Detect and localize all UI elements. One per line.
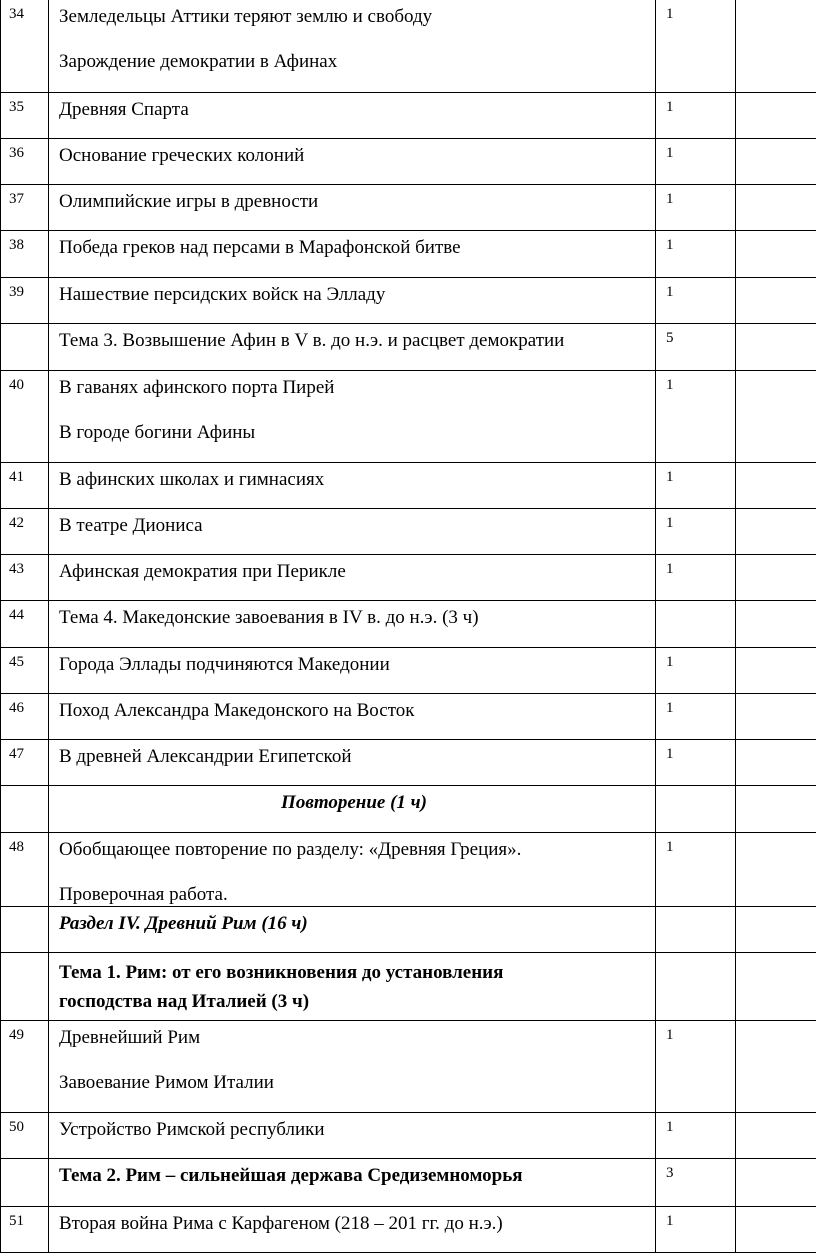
hours-count: 1	[656, 0, 736, 92]
topic-line: Обобщающее повторение по разделу: «Древняя Греция».	[59, 838, 649, 861]
lesson-number	[1, 323, 49, 370]
table-row	[1, 0, 816, 92]
lesson-number: 48	[1, 832, 49, 906]
topic-line: В древней Александрии Египетской	[59, 745, 649, 768]
topic-line: Олимпийские игры в древности	[59, 190, 649, 213]
topic-line: Поход Александра Македонского на Восток	[59, 699, 649, 722]
date-cell	[736, 508, 816, 554]
table-row	[1, 906, 816, 952]
lesson-number: 49	[1, 1020, 49, 1112]
topic-line: Основание греческих колоний	[59, 144, 649, 167]
table-row	[1, 370, 816, 462]
date-cell	[736, 277, 816, 323]
lesson-topic	[49, 323, 656, 370]
lesson-number: 50	[1, 1112, 49, 1158]
lesson-topic	[49, 1158, 656, 1206]
lesson-topic	[49, 92, 656, 138]
lesson-topic	[49, 647, 656, 693]
lesson-topic	[49, 230, 656, 277]
date-cell	[736, 1112, 816, 1158]
date-cell	[736, 600, 816, 647]
table-row	[1, 1112, 816, 1158]
hours-count: 3	[656, 1158, 736, 1206]
hours-count: 1	[656, 230, 736, 277]
table-row	[1, 323, 816, 370]
date-cell	[736, 647, 816, 693]
hours-count: 1	[656, 462, 736, 508]
lesson-topic	[49, 739, 656, 785]
lesson-number: 35	[1, 92, 49, 138]
lesson-topic	[49, 370, 656, 462]
hours-count: 1	[656, 138, 736, 184]
hours-count: 1	[656, 1020, 736, 1112]
lesson-number	[1, 906, 49, 952]
topic-line: В городе богини Афины	[59, 421, 649, 444]
topic-line: Завоевание Римом Италии	[59, 1071, 649, 1094]
lesson-number: 46	[1, 693, 49, 739]
table-row	[1, 1206, 816, 1252]
table-row	[1, 693, 816, 739]
topic-line: Раздел IV. Древний Рим (16 ч)	[59, 912, 649, 935]
topic-line: В гаванях афинского порта Пирей	[59, 376, 649, 399]
table-row	[1, 554, 816, 600]
table-row	[1, 230, 816, 277]
date-cell	[736, 952, 816, 1020]
lesson-number: 34	[1, 0, 49, 92]
lesson-number: 40	[1, 370, 49, 462]
hours-count: 1	[656, 739, 736, 785]
hours-count: 1	[656, 693, 736, 739]
lesson-topic	[49, 1020, 656, 1112]
hours-count: 1	[656, 277, 736, 323]
lesson-number: 39	[1, 277, 49, 323]
lesson-topic	[49, 832, 656, 906]
topic-line: Земледельцы Аттики теряют землю и свободу	[59, 5, 649, 28]
date-cell	[736, 906, 816, 952]
date-cell	[736, 138, 816, 184]
topic-line: Зарождение демократии в Афинах	[59, 50, 649, 73]
topic-line: Проверочная работа.	[59, 883, 649, 906]
hours-count: 5	[656, 323, 736, 370]
lesson-topic	[49, 508, 656, 554]
lesson-topic	[49, 554, 656, 600]
date-cell	[736, 1020, 816, 1112]
hours-count: 1	[656, 92, 736, 138]
lesson-number: 47	[1, 739, 49, 785]
lesson-topic	[49, 1112, 656, 1158]
table-row	[1, 1020, 816, 1112]
lesson-number	[1, 785, 49, 832]
hours-count: 1	[656, 1206, 736, 1252]
table-row	[1, 647, 816, 693]
hours-count: 1	[656, 508, 736, 554]
topic-line: Устройство Римской республики	[59, 1118, 649, 1141]
lesson-number: 42	[1, 508, 49, 554]
table-row	[1, 785, 816, 832]
date-cell	[736, 323, 816, 370]
topic-line: Тема 2. Рим – сильнейшая держава Средиземноморья	[59, 1164, 649, 1187]
table-row	[1, 952, 816, 1020]
lesson-topic	[49, 785, 656, 832]
table-row	[1, 138, 816, 184]
date-cell	[736, 739, 816, 785]
topic-line: Афинская демократия при Перикле	[59, 560, 649, 583]
table-row	[1, 277, 816, 323]
table-row	[1, 1158, 816, 1206]
lesson-number	[1, 1158, 49, 1206]
lesson-number: 36	[1, 138, 49, 184]
lesson-number: 37	[1, 184, 49, 230]
lesson-number: 51	[1, 1206, 49, 1252]
lesson-topic	[49, 1206, 656, 1252]
hours-count	[656, 785, 736, 832]
date-cell	[736, 693, 816, 739]
lesson-topic	[49, 184, 656, 230]
topic-line: Тема 4. Македонские завоевания в IV в. до н.э. (3 ч)	[59, 606, 649, 629]
topic-line: В афинских школах и гимнасиях	[59, 468, 649, 491]
lesson-topic	[49, 906, 656, 952]
topic-line: Тема 1. Рим: от его возникновения до установления	[59, 958, 649, 987]
lesson-topic	[49, 952, 656, 1020]
table-row	[1, 184, 816, 230]
table-row	[1, 92, 816, 138]
hours-count: 1	[656, 370, 736, 462]
date-cell	[736, 1206, 816, 1252]
topic-line: В театре Диониса	[59, 514, 649, 537]
topic-line: Древнейший Рим	[59, 1026, 649, 1049]
date-cell	[736, 92, 816, 138]
topic-line: Повторение (1 ч)	[59, 791, 649, 814]
hours-count	[656, 600, 736, 647]
date-cell	[736, 184, 816, 230]
lesson-topic	[49, 138, 656, 184]
date-cell	[736, 554, 816, 600]
date-cell	[736, 370, 816, 462]
topic-line: Тема 3. Возвышение Афин в V в. до н.э. и расцвет демократии	[59, 329, 649, 352]
topic-line: Вторая война Рима с Карфагеном (218 – 201 гг. до н.э.)	[59, 1212, 649, 1235]
hours-count	[656, 952, 736, 1020]
table-row	[1, 508, 816, 554]
lesson-number: 43	[1, 554, 49, 600]
table-body	[1, 0, 816, 1252]
topic-line: Победа греков над персами в Марафонской битве	[59, 236, 649, 259]
lesson-topic	[49, 693, 656, 739]
table-row	[1, 462, 816, 508]
hours-count: 1	[656, 184, 736, 230]
lesson-topic	[49, 277, 656, 323]
date-cell	[736, 832, 816, 906]
hours-count: 1	[656, 832, 736, 906]
topic-line: Города Эллады подчиняются Македонии	[59, 653, 649, 676]
lesson-number: 44	[1, 600, 49, 647]
hours-count	[656, 906, 736, 952]
topic-line: Древняя Спарта	[59, 98, 649, 121]
hours-count: 1	[656, 1112, 736, 1158]
hours-count: 1	[656, 554, 736, 600]
lesson-number	[1, 952, 49, 1020]
topic-line: господства над Италией (3 ч)	[59, 987, 649, 1016]
date-cell	[736, 1158, 816, 1206]
table-row	[1, 739, 816, 785]
date-cell	[736, 462, 816, 508]
lesson-topic	[49, 600, 656, 647]
topic-line: Нашествие персидских войск на Элладу	[59, 283, 649, 306]
table-row	[1, 600, 816, 647]
date-cell	[736, 785, 816, 832]
lesson-number: 45	[1, 647, 49, 693]
date-cell	[736, 230, 816, 277]
lesson-topic	[49, 462, 656, 508]
date-cell	[736, 0, 816, 92]
lesson-topic	[49, 0, 656, 92]
table-row	[1, 832, 816, 906]
hours-count: 1	[656, 647, 736, 693]
lesson-number: 38	[1, 230, 49, 277]
lesson-number: 41	[1, 462, 49, 508]
